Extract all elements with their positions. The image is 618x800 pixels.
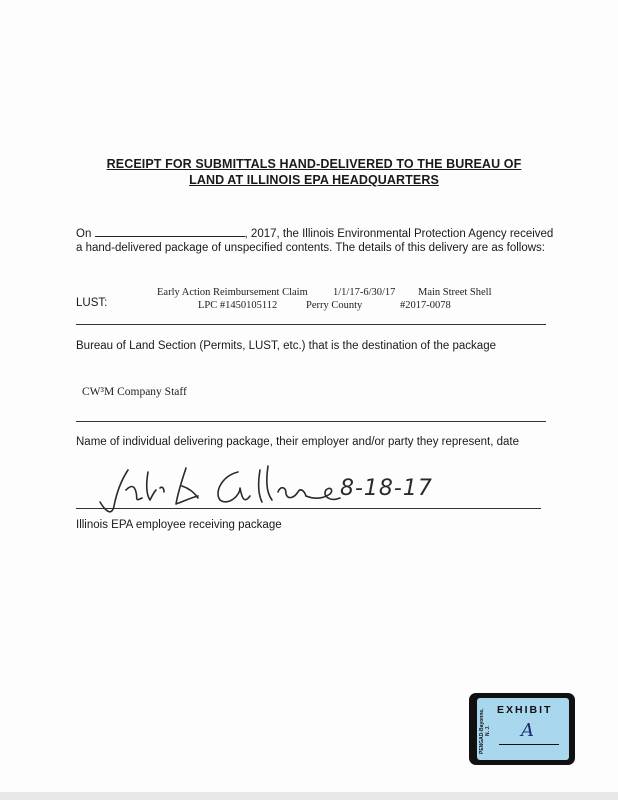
date-blank-line: [95, 226, 245, 237]
exhibit-side-text: PENGAD-Bayonne, N. J.: [479, 708, 491, 754]
typed-site: Main Street Shell: [418, 287, 492, 298]
lust-label: LUST:: [76, 297, 108, 309]
typed-number: #2017-0078: [400, 300, 451, 311]
typed-claim: Early Action Reimbursement Claim: [157, 287, 308, 298]
receiver-label: Illinois EPA employee receiving package: [76, 519, 282, 531]
intro-rest: , 2017, the Illinois Environmental Protection Agency received a hand-delivered package of unspecified contents. The details of this delivery are as follows:: [76, 228, 554, 254]
typed-lpc: LPC #1450105112: [198, 300, 278, 311]
intro-on: On: [76, 228, 92, 240]
document-title: [60, 156, 568, 188]
title-line-2: LAND AT ILLINOIS EPA HEADQUARTERS: [189, 173, 439, 187]
scan-bottom-edge: [0, 792, 618, 800]
exhibit-word: EXHIBIT: [497, 704, 553, 716]
exhibit-sticker-body: [477, 698, 569, 760]
exhibit-line: [499, 744, 559, 745]
delivered-label: Name of individual delivering package, their employer and/or party they represent, date: [76, 436, 519, 448]
exhibit-sticker: [469, 693, 575, 765]
delivered-by-text: CW³M Company Staff: [82, 386, 187, 398]
intro-paragraph: [76, 226, 556, 255]
lust-rule: [76, 324, 546, 325]
title-line-1: RECEIPT FOR SUBMITTALS HAND-DELIVERED TO THE BUREAU OF: [106, 157, 522, 171]
receiver-rule: [76, 508, 541, 509]
typed-period: 1/1/17-6/30/17: [333, 287, 396, 298]
typed-county: Perry County: [306, 300, 363, 311]
receiver-date: 8-18-17: [340, 476, 433, 501]
delivered-rule: [76, 421, 546, 422]
section-label: Bureau of Land Section (Permits, LUST, etc.) that is the destination of the package: [76, 340, 496, 352]
exhibit-mark: A: [521, 720, 534, 741]
